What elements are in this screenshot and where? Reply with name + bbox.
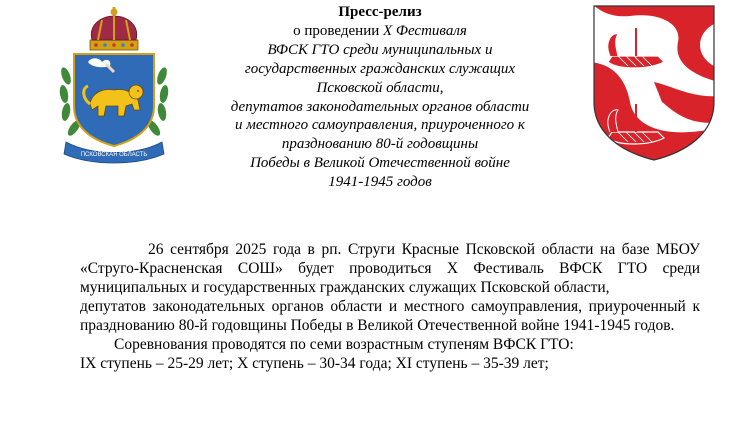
paragraph-age-groups: IX ступень – 25-29 лет; X ступень – 30-34 года; XI ступень – 35-39 лет; xyxy=(80,355,549,372)
header-line: государственных гражданских служащих xyxy=(244,60,516,77)
header-line: депутатов законодательных органов области xyxy=(230,98,530,115)
header-line: Победы в Великой Отечественной войне xyxy=(250,155,510,172)
strugi-krasnye-coat-of-arms xyxy=(590,2,718,162)
paragraph-event-date: 26 сентября 2025 года в рп. Струги Красные Псковской области на базе МБОУ «Струго-Красненская СОШ» будет проводиться X Фестиваль ВФСК ГТО среди муниципальных и государственных гражданских служащих Псковской области, xyxy=(80,241,700,296)
header-line: празднованию 80-й годовщины xyxy=(281,136,479,153)
header-line: 1941-1945 годов xyxy=(328,174,432,191)
header-line: Псковской области, xyxy=(316,79,444,96)
header-line: и местного самоуправления, приуроченного к xyxy=(235,117,525,134)
press-release-body xyxy=(80,240,700,373)
crown-icon xyxy=(90,7,138,50)
motto-text: ПСКОВСКАЯ ОБЛАСТЬ xyxy=(80,152,148,158)
pskov-oblast-coat-of-arms xyxy=(52,6,176,166)
header-line: о проведении X Фестиваля xyxy=(293,22,467,39)
press-release-header xyxy=(190,3,570,192)
header-line: ВФСК ГТО среди муниципальных и xyxy=(267,41,493,58)
press-release-title: Пресс-релиз xyxy=(338,4,422,20)
paragraph-age-groups-intro: Соревнования проводятся по семи возрастным ступеням ВФСК ГТО: xyxy=(114,336,574,353)
paragraph-participants: депутатов законодательных органов области и местного самоуправления, приуроченный к празднованию 80-й годовщины Победы в Великой Отечественной войне 1941-1945 годов. xyxy=(80,298,700,334)
